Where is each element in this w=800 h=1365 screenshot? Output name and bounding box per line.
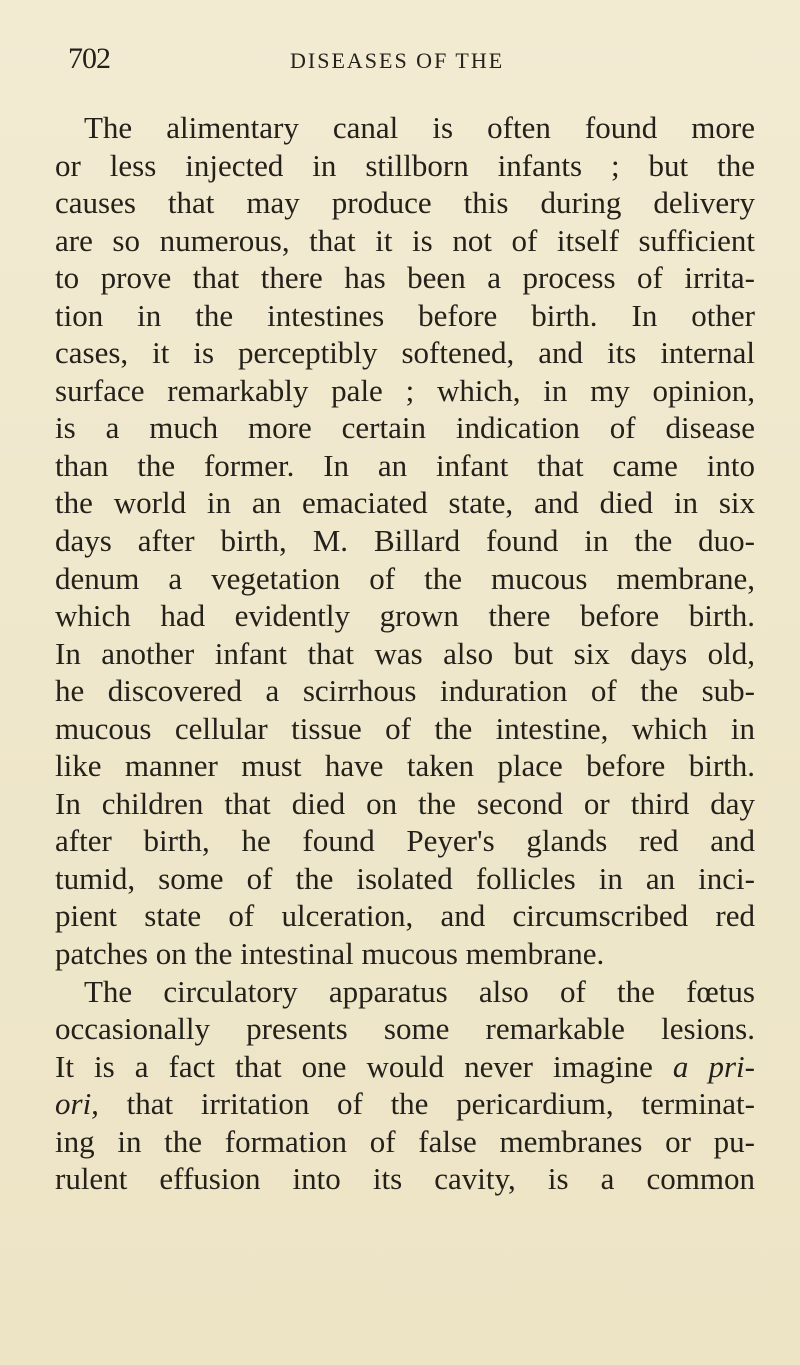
text-segment: It is a fact that one would never imagine xyxy=(55,1048,673,1084)
text-line: or less injected in stillborn infants ; but the xyxy=(55,147,755,183)
text-line: like manner must have taken place before birth. xyxy=(55,748,755,784)
text-line: to prove that there has been a process of irrita- xyxy=(55,260,755,296)
text-line: patches on the intestinal mucous membrane. xyxy=(55,936,605,972)
text-line: causes that may produce this during delivery xyxy=(55,185,755,221)
text-line-with-italic xyxy=(55,1048,755,1086)
running-head: DISEASES OF THE xyxy=(290,48,505,73)
text-line: tumid, some of the isolated follicles in an inci- xyxy=(55,860,755,896)
text-line: The alimentary canal is often found more xyxy=(84,110,755,145)
text-segment: that irritation of the pericardium, terminat- xyxy=(98,1086,755,1122)
text-line: tion in the intestines before birth. In other xyxy=(55,297,755,333)
text-line: In another infant that was also but six days old, xyxy=(55,635,755,671)
text-line: is a much more certain indication of disease xyxy=(55,410,755,446)
text-line: which had evidently grown there before birth. xyxy=(55,598,755,634)
text-line: cases, it is perceptibly softened, and its internal xyxy=(55,335,755,371)
text-line: ing in the formation of false membranes or pu- xyxy=(55,1123,755,1159)
text-line: than the former. In an infant that came into xyxy=(55,447,755,483)
text-line: mucous cellular tissue of the intestine, which in xyxy=(55,710,755,746)
text-line: the world in an emaciated state, and died in six xyxy=(55,485,755,521)
text-line: after birth, he found Peyer's glands red and xyxy=(55,823,755,859)
text-line: days after birth, M. Billard found in the duo- xyxy=(55,523,755,559)
text-line: he discovered a scirrhous induration of the sub- xyxy=(55,673,755,709)
text-line-with-italic xyxy=(55,1085,755,1123)
text-line: In children that died on the second or third day xyxy=(55,785,755,821)
text-line: The circulatory apparatus also of the fœtus xyxy=(84,973,755,1009)
text-line: rulent effusion into its cavity, is a common xyxy=(55,1161,755,1197)
text-line: surface remarkably pale ; which, in my opinion, xyxy=(55,372,755,408)
body-text xyxy=(55,109,755,1198)
italic-text: a pri- xyxy=(672,1048,755,1084)
text-line: occasionally presents some remarkable lesions. xyxy=(55,1011,755,1047)
text-line: pient state of ulceration, and circumscribed red xyxy=(55,898,755,934)
italic-text: ori, xyxy=(55,1086,99,1122)
page-number: 702 xyxy=(68,42,110,75)
text-line: are so numerous, that it is not of itself sufficient xyxy=(55,222,755,258)
text-line: denum a vegetation of the mucous membrane, xyxy=(55,560,755,596)
